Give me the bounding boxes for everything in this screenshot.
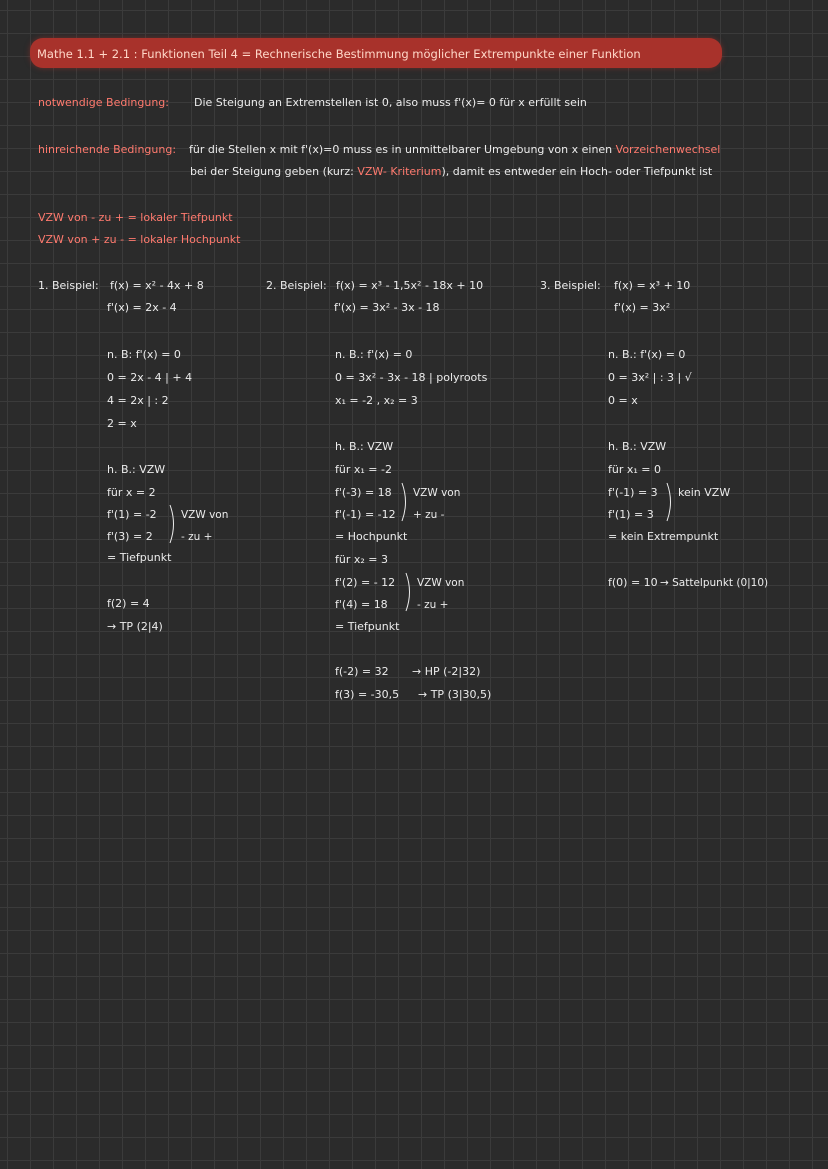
example-1-fvalue: f(2) = 4 [107,597,150,610]
example-1-nb-title: n. B: f'(x) = 0 [107,348,181,361]
example-1-value-2: f'(3) = 2 [107,530,153,543]
example-1-nb-step-2: 4 = 2x | : 2 [107,394,169,407]
example-2-derivative: f'(x) = 3x² - 3x - 18 [334,301,440,314]
rule-min: VZW von - zu + = lokaler Tiefpunkt [38,211,233,224]
example-1-nb-step-1: 0 = 2x - 4 | + 4 [107,371,193,384]
example-3-label: 3. Beispiel: [540,279,601,292]
example-2-for-2: für x₂ = 3 [335,553,388,566]
example-1-label: 1. Beispiel: [38,279,99,292]
example-2-vzw-1b: + zu - [413,509,445,521]
example-1-brace [168,503,180,545]
example-2-brace-2 [404,571,416,613]
example-2-nb-title: n. B.: f'(x) = 0 [335,348,413,361]
example-2-vzw-2b: - zu + [417,599,449,611]
example-3-function: f(x) = x³ + 10 [614,279,691,292]
example-1-vzw-a: VZW von [181,509,229,521]
necessary-condition-text: Die Steigung an Extremstellen ist 0, also muss f'(x)= 0 für x erfüllt sein [194,96,587,109]
sufficient-condition-text-1: für die Stellen x mit f'(x)=0 muss es in unmittelbarer Umgebung von x einen Vorzeichenwechsel [189,143,721,156]
necessary-condition-label: notwendige Bedingung: [38,96,169,109]
example-2-nb-step-2: x₁ = -2 , x₂ = 3 [335,394,418,407]
sufficient-condition-text-2: bei der Steigung geben (kurz: VZW- Kriterium), damit es entweder ein Hoch- oder Tiefpunkt ist [190,165,713,178]
example-2-vzw-1a: VZW von [413,487,461,499]
example-3-nb-step-2: 0 = x [608,394,638,407]
example-3-value-2: f'(1) = 3 [608,508,654,521]
example-2-nb-step-1: 0 = 3x² - 3x - 18 | polyroots [335,371,488,384]
example-1-result: = Tiefpunkt [107,551,172,564]
example-1-nb-step-3: 2 = x [107,417,137,430]
example-2-result-2: = Tiefpunkt [335,620,400,633]
example-1-point: → TP (2|4) [107,620,163,633]
example-2-hb-title: h. B.: VZW [335,440,394,453]
example-1-derivative: f'(x) = 2x - 4 [107,301,177,314]
example-2-label: 2. Beispiel: [266,279,327,292]
example-1-value-1: f'(1) = -2 [107,508,157,521]
example-1-hb-title: h. B.: VZW [107,463,166,476]
example-3-fvalue: f(0) = 10 [608,576,658,589]
example-2-vzw-2a: VZW von [417,577,465,589]
example-2-brace-1 [400,481,412,523]
example-2-value-2b: f'(4) = 18 [335,598,388,611]
sufficient-condition-label: hinreichende Bedingung: [38,143,177,156]
example-2-value-1b: f'(-1) = -12 [335,508,396,521]
example-2-function: f(x) = x³ - 1,5x² - 18x + 10 [336,279,484,292]
example-1-function: f(x) = x² - 4x + 8 [110,279,204,292]
example-3-nb-title: n. B.: f'(x) = 0 [608,348,686,361]
rule-max: VZW von + zu - = lokaler Hochpunkt [38,233,241,246]
example-3-no-vzw: kein VZW [678,486,731,499]
example-3-value-1: f'(-1) = 3 [608,486,658,499]
sign-change-highlight: Vorzeichenwechsel [615,143,721,156]
example-1-hb-for: für x = 2 [107,486,156,499]
example-2-point-1: → HP (-2|32) [412,665,481,678]
example-3-brace [665,481,677,523]
example-2-for-1: für x₁ = -2 [335,463,392,476]
example-3-hb-title: h. B.: VZW [608,440,667,453]
example-3-for-1: für x₁ = 0 [608,463,661,476]
example-2-result-1: = Hochpunkt [335,530,408,543]
example-2-fvalue-2: f(3) = -30,5 [335,688,400,701]
example-3-result: = kein Extrempunkt [608,530,719,543]
example-2-value-2a: f'(2) = - 12 [335,576,396,589]
example-3-derivative: f'(x) = 3x² [614,301,671,314]
page-title: Mathe 1.1 + 2.1 : Funktionen Teil 4 = Rechnerische Bestimmung möglicher Extrempunkte einer Funktion [37,47,641,61]
example-3-nb-step-1: 0 = 3x² | : 3 | √ [608,371,692,384]
example-1-vzw-b: - zu + [181,531,213,543]
example-2-point-2: → TP (3|30,5) [418,688,492,701]
vzw-criterion-highlight: VZW- Kriterium [357,165,442,178]
example-3-point: → Sattelpunkt (0|10) [660,577,769,589]
example-2-value-1a: f'(-3) = 18 [335,486,392,499]
example-2-fvalue-1: f(-2) = 32 [335,665,389,678]
